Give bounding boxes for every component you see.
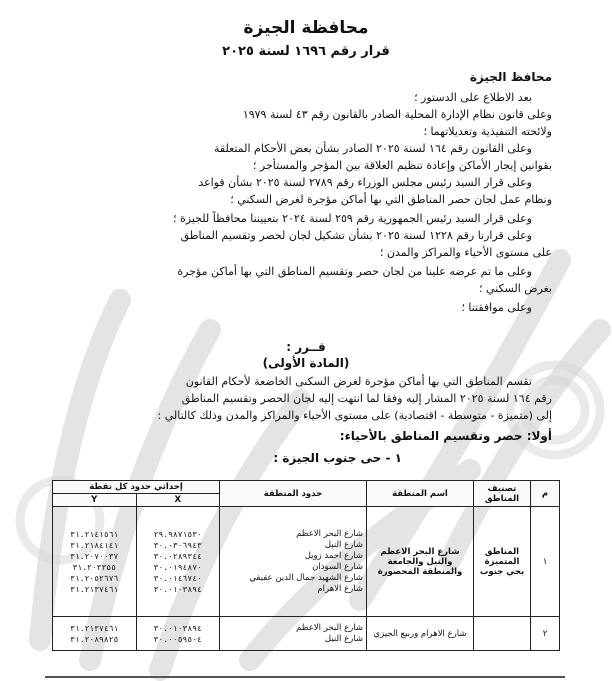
preamble-line: بغرض السكني ؛ — [478, 282, 552, 295]
x-value: ٣٠.٠٠٥٩٥٠٤ — [153, 634, 202, 644]
preamble-line: وعلى قرار السيد رئيس مجلس الوزراء رقم ٢٧٨٩ لسنة ٢٠٢٥ بشأن قواعد — [198, 176, 532, 189]
boundary-street: شارع الشهيد جمال الدين عفيفي — [249, 572, 363, 583]
preamble-line: بقوانين إيجار الأماكن وإعادة تنظيم العلاقة بين المؤجر والمستأجر ؛ — [252, 159, 552, 172]
table-row — [53, 507, 560, 617]
row-no: ٢ — [531, 617, 560, 651]
row-boundaries — [220, 507, 367, 617]
preamble-line: وعلى القانون رقم ١٦٤ لسنة ٢٠٢٥ الصادر بشأن بعض الأحكام المتعلقة — [214, 142, 532, 155]
preamble-line: وعلى موافقتنا ؛ — [461, 301, 532, 314]
governorate-title: محافظة الجيزة — [243, 18, 369, 38]
header-no: م — [531, 481, 560, 507]
row-y-values — [53, 617, 137, 651]
x-value: ٣٠.٠١٠٣٨٩٤ — [153, 623, 202, 633]
article-line: إلى (متميزة - متوسطة - اقتصادية) على مستوى الأحياء والمراكز والمدن وذلك كالتالي : — [157, 409, 552, 422]
header-x: X — [136, 494, 220, 507]
preamble-line: وعلى ما تم عرضه علينا من لجان حصر وتقسيم المناطق التي بها أماكن مؤجرة — [177, 265, 532, 278]
preamble-line: وعلى قانون نظام الإدارة المحلية الصادر بالقانون رقم ٤٣ لسنة ١٩٧٩ — [242, 108, 552, 121]
article-title: (المادة الأولى) — [262, 356, 350, 370]
bottom-rule — [45, 676, 565, 678]
preamble-line: على مستوى الأحياء والمراكز والمدن ؛ — [379, 246, 552, 259]
boundary-street: شارع البحر الاعظم — [296, 528, 363, 539]
y-value: ٣١.٢٠٧٠٠٣٧ — [70, 551, 119, 561]
section-title: أولا: حصر وتقسيم المناطق بالأحياء: — [339, 429, 552, 443]
x-value: ٣٠.٠١٠٣٨٩٤ — [153, 584, 202, 594]
areas-table — [52, 480, 560, 651]
table-row — [53, 617, 560, 651]
x-value: ٣٠.٠١٤٦٧٤٠ — [153, 573, 202, 583]
header-class: تصنيف المناطق — [474, 481, 531, 507]
boundary-street: شارع البحر الاعظم — [296, 622, 363, 633]
decided-heading: قــرر : — [286, 340, 326, 354]
y-value: ٣١.٢١٣٧٤٦١ — [70, 584, 119, 594]
preamble-line: ولائحته التنفيذية وتعديلاتهما ؛ — [423, 125, 552, 138]
article-line: تقسم المناطق التي بها أماكن مؤجرة لغرض السكنى الخاضعة لأحكام القانون — [185, 375, 532, 388]
row-boundaries — [220, 617, 367, 651]
preamble-line: بعد الاطلاع على الدستور ؛ — [414, 91, 532, 104]
x-value: ٢٩.٩٨٧١٥٣٠ — [153, 529, 202, 539]
row-area-name: شارع الاهرام وربيع الجيزي — [367, 617, 474, 651]
preamble-line: وعلى قرار السيد رئيس الجمهورية رقم ٢٥٩ لسنة ٢٠٢٤ بتعييننا محافظاً للجيزة ؛ — [173, 212, 532, 225]
issuer-heading: محافظ الجيزة — [469, 70, 552, 84]
row-area-name: شارع البحر الاعظم والنيل والجامعة والمنطقة المحصورة — [367, 507, 474, 617]
row-x-values — [136, 617, 220, 651]
x-value: ٣٠.٠١٩٤٨٧٠ — [153, 562, 202, 572]
header-y: Y — [53, 494, 137, 507]
decree-number: قرار رقم ١٦٩٦ لسنة ٢٠٢٥ — [222, 44, 390, 59]
y-value: ٣١.٢٠٥٢٦٧٦ — [70, 573, 119, 583]
x-value: ٣٠.٠٣٠٦٩٤٣ — [153, 540, 202, 550]
preamble-line: وعلى قرارنا رقم ١٢٢٨ لسنة ٢٠٢٥ بشأن تشكيل لجان لحصر وتقسيم المناطق — [180, 229, 532, 242]
x-value: ٣٠.٠٢٨٩٣٤٤ — [153, 551, 202, 561]
header-coords: إحداثي حدود كل نقطة — [53, 481, 220, 494]
district-title: ١ - حى جنوب الجيزة : — [273, 451, 402, 465]
row-class: المناطق المتميزة بحي جنوب — [474, 507, 531, 617]
boundary-street: شارع النيل — [324, 633, 363, 644]
row-x-values — [136, 507, 220, 617]
row-y-values — [53, 507, 137, 617]
header-area-name: اسم المنطقة — [367, 481, 474, 507]
boundary-street: شارع احمد زويل — [304, 550, 363, 561]
y-value: ٣١.٢٠٣٣٥٥ — [72, 562, 116, 572]
row-class — [474, 617, 531, 651]
boundary-street: شارع السودان — [312, 561, 363, 572]
y-value: ٣١.٢٠٨٩٨٢٥ — [70, 634, 119, 644]
boundary-street: شارع النيل — [324, 539, 363, 550]
y-value: ٣١.٢١٨٤١٤١ — [70, 540, 119, 550]
preamble-line: ونظام عمل لجان حصر المناطق التي بها أماكن مؤجرة لغرض السكني ؛ — [230, 193, 552, 206]
article-line: رقم ١٦٤ لسنة ٢٠٢٥ المشار إليه وفقا لما انتهت إليه لجان الحصر وتقسيم المناطق — [181, 392, 552, 405]
row-no: ١ — [531, 507, 560, 617]
y-value: ٣١.٢١٤١٥٦١ — [70, 529, 119, 539]
boundary-street: شارع الاهرام — [317, 583, 363, 594]
header-boundaries: حدود المنطقة — [220, 481, 367, 507]
y-value: ٣١.٢١٣٧٤٦١ — [70, 623, 119, 633]
